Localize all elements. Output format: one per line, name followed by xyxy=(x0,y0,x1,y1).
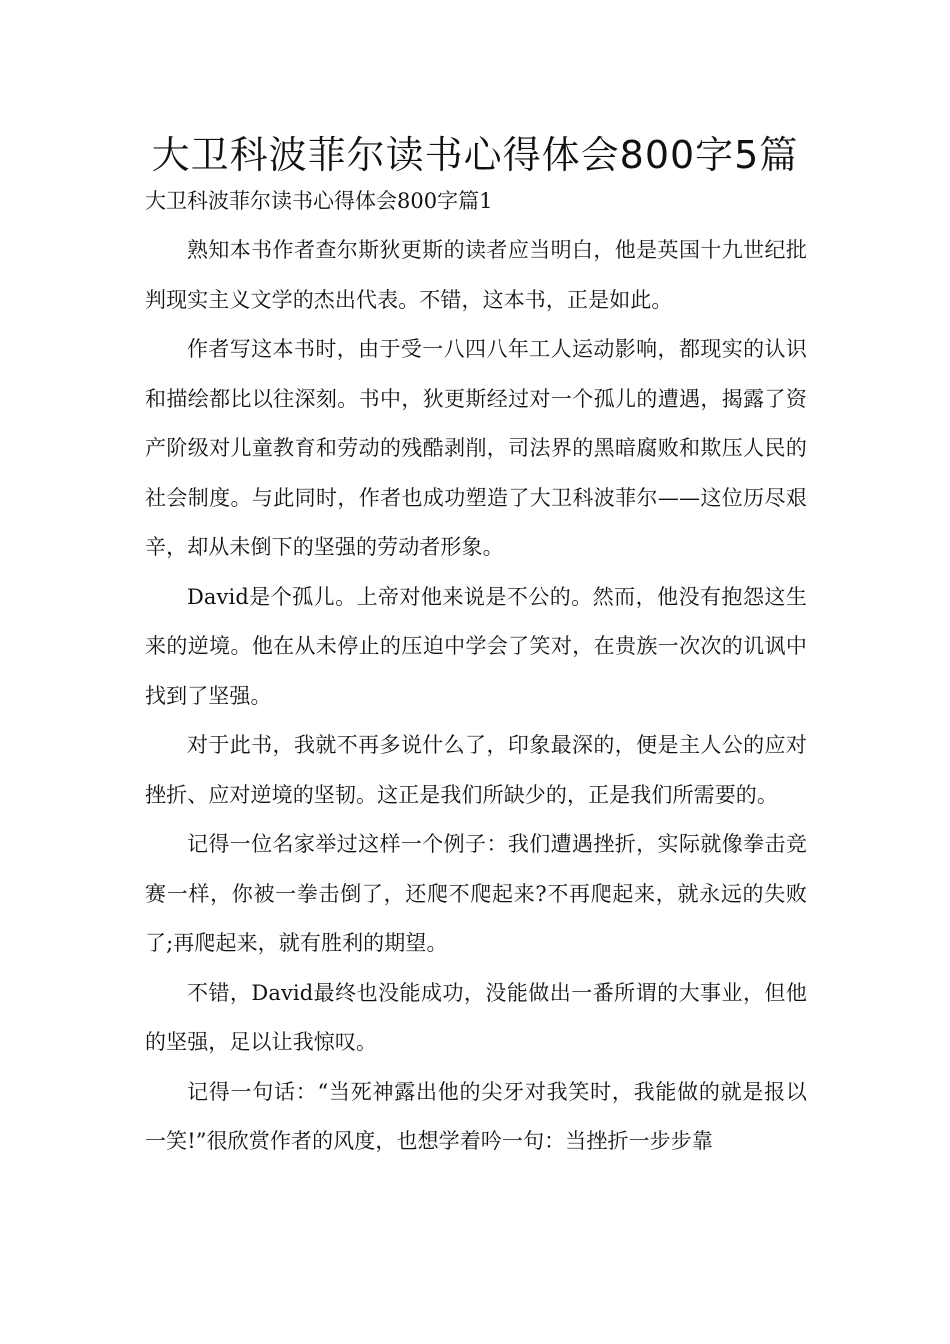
paragraph: David是个孤儿。上帝对他来说是不公的。然而，他没有抱怨这生来的逆境。他在从未停止的压迫中学会了笑对，在贵族一次次的讥讽中找到了坚强。 xyxy=(145,584,807,708)
paragraph: 不错，David最终也没能成功，没能做出一番所谓的大事业，但他的坚强，足以让我惊叹。 xyxy=(145,980,807,1054)
paragraph: 记得一句话：“当死神露出他的尖牙对我笑时，我能做的就是报以一笑!”很欣赏作者的风度，也想学着吟一句：当挫折一步步靠 xyxy=(145,1079,807,1153)
document-title: 大卫科波菲尔读书心得体会800字5篇 xyxy=(151,133,799,177)
paragraph: 记得一位名家举过这样一个例子：我们遭遇挫折，实际就像拳击竞赛一样，你被一拳击倒了，还爬不爬起来?不再爬起来，就永远的失败了;再爬起来，就有胜利的期望。 xyxy=(145,832,807,955)
section-heading: 大卫科波菲尔读书心得体会800字篇1 xyxy=(145,189,493,213)
paragraph: 对于此书，我就不再多说什么了，印象最深的，便是主人公的应对挫折、应对逆境的坚韧。这正是我们所缺少的，正是我们所需要的。 xyxy=(145,733,807,807)
paragraph: 作者写这本书时，由于受一八四八年工人运动影响，都现实的认识和描绘都比以往深刻。书中，狄更斯经过对一个孤儿的遭遇，揭露了资产阶级对儿童教育和劳动的残酷剥削，司法界的黑暗腐败和欺压人民的社会制度。与此同时，作者也成功塑造了大卫科波菲尔——这位历尽艰辛，却从未倒下的坚强的劳动者形象。 xyxy=(145,337,807,559)
document-body xyxy=(145,226,807,1167)
paragraph: 熟知本书作者查尔斯狄更斯的读者应当明白，他是英国十九世纪批判现实主义文学的杰出代表。不错，这本书，正是如此。 xyxy=(145,238,807,312)
